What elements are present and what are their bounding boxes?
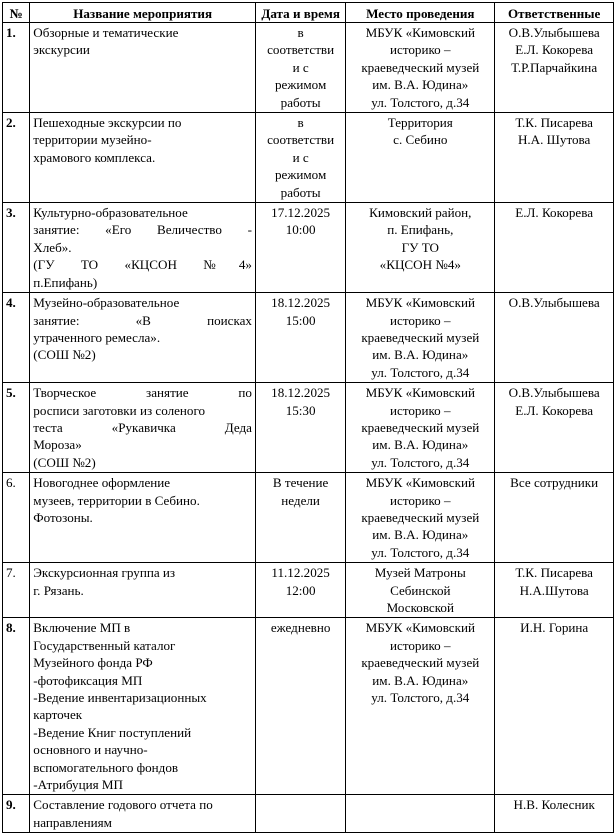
cell-line: утраченного ремесла». [33,329,161,345]
event-date [255,383,345,473]
cell-line: МБУК «Кимовский [365,385,475,401]
event-responsible [495,383,614,473]
row-number: 9. [3,795,30,833]
cell-line: Новогоднее оформление [33,475,171,491]
cell-line: Музейно-образовательное [33,295,180,311]
event-date [255,795,345,833]
cell-line: вспомогательного фондов [33,759,179,775]
cell-line: соответстви [267,42,335,58]
cell-line: (ГУ ТО «КЦСОН №4» [33,257,252,273]
cell-line: ул. Толстого, д.34 [371,364,470,380]
row-number: 7. [3,563,30,618]
event-place [346,795,495,833]
event-name [30,113,256,203]
cell-line: работы [280,94,321,110]
row-number: 3. [3,203,30,293]
row-number: 1. [3,23,30,113]
cell-line: Музей Матроны [374,565,466,581]
cell-line: направлениям [33,814,112,830]
event-name [30,203,256,293]
cell-line: им. В.А. Юдина» [372,77,469,93]
cell-line: историко – [390,492,451,508]
cell-line: краеведческий музей [361,509,480,525]
header-event-name: Название мероприятия [30,3,256,23]
row-number: 8. [3,618,30,795]
event-name [30,473,256,563]
event-place [346,203,495,293]
event-name [30,795,256,833]
table-header-row [3,3,614,23]
cell-line: территории музейно- [33,132,152,148]
cell-line: Е.Л. Кокорева [515,205,594,221]
event-place [346,563,495,618]
cell-line: занятие: «В поисках [33,312,252,328]
cell-line: Музейного фонда РФ [33,655,153,671]
cell-line: Культурно-образовательное [33,205,188,221]
cell-line: Государственный каталог [33,637,176,653]
cell-line: Н.В. Колесник [513,797,595,813]
cell-line: Творческое занятие по [33,385,252,401]
cell-line: ул. Толстого, д.34 [371,544,470,560]
table-row [3,795,614,833]
cell-line: Кимовский район, [369,205,472,221]
cell-line: Е.Л. Кокорева [515,402,594,418]
cell-line: О.В.Улыбышева [508,385,600,401]
cell-line: О.В.Улыбышева [508,25,600,40]
event-responsible [495,203,614,293]
table-row [3,473,614,563]
cell-line: теста «Рукавичка Деда [33,419,252,435]
cell-line: ГУ ТО [401,239,439,255]
header-place: Место проведения [346,3,495,23]
cell-line: МБУК «Кимовский [365,25,475,40]
cell-line: Хлеб». [33,239,72,255]
event-date [255,293,345,383]
event-place [346,113,495,203]
cell-line: Все сотрудники [510,475,599,491]
cell-line: Экскурсионная группа из [33,565,176,581]
cell-line: В течение [272,475,329,491]
event-responsible [495,618,614,795]
cell-line: Т.К. Писарева [515,565,593,581]
event-date [255,203,345,293]
row-number: 2. [3,113,30,203]
cell-line: и с [292,59,309,75]
cell-line: им. В.А. Юдина» [372,437,469,453]
cell-line: росписи заготовки из соленого [33,402,206,418]
event-responsible [495,293,614,383]
cell-line: в [297,115,304,131]
cell-line: О.В.Улыбышева [508,295,600,311]
table-row [3,113,614,203]
cell-line: Включение МП в [33,620,131,636]
table-row [3,293,614,383]
cell-line: ул. Толстого, д.34 [371,454,470,470]
cell-line: Московской [386,600,454,615]
cell-line: (СОШ №2) [33,347,96,363]
cell-line: п. Епифань, [387,222,454,238]
cell-line: МБУК «Кимовский [365,475,475,491]
header-date-time: Дата и время [255,3,345,23]
cell-line: историко – [390,42,451,58]
cell-line: Себинской [390,582,451,598]
event-place [346,293,495,383]
cell-line: и с [292,149,309,165]
cell-line: 17.12.2025 [271,205,331,221]
cell-line: Е.Л. Кокорева [515,42,594,58]
event-name [30,563,256,618]
cell-line: краеведческий музей [361,419,480,435]
cell-line: занятие: «Его Величество - [33,222,252,238]
cell-line: Фотозоны. [33,509,93,525]
table-body [3,23,614,833]
event-responsible [495,795,614,833]
event-date [255,563,345,618]
table-row [3,563,614,618]
cell-line: историко – [390,637,451,653]
event-date [255,23,345,113]
cell-line: -Ведение инвентаризационных [33,690,207,706]
cell-line: ул. Толстого, д.34 [371,94,470,110]
cell-line: Т.Р.Парчайкина [511,59,598,75]
cell-line: основного и научно- [33,742,148,758]
cell-line: МБУК «Кимовский [365,620,475,636]
cell-line: краеведческий музей [361,59,480,75]
cell-line: работы [280,184,321,200]
cell-line: им. В.А. Юдина» [372,527,469,543]
cell-line: экскурсии [33,42,90,58]
cell-line: Обзорные и тематические [33,25,179,40]
cell-line: г. Рязань. [33,582,84,598]
cell-line: 15:30 [285,402,316,418]
cell-line: 18.12.2025 [271,295,331,311]
cell-line: им. В.А. Юдина» [372,347,469,363]
table-row [3,23,614,113]
table-row [3,383,614,473]
cell-line: -Ведение Книг поступлений [33,724,192,740]
cell-line: -фотофиксация МП [33,672,143,688]
cell-line: недели [281,492,320,508]
cell-line: 10:00 [285,222,316,238]
cell-line: Территория [387,115,453,131]
table-row [3,618,614,795]
cell-line: краеведческий музей [361,329,480,345]
event-responsible [495,473,614,563]
cell-line: соответстви [267,132,335,148]
cell-line: карточек [33,707,83,723]
cell-line: с. Себино [393,132,448,148]
cell-line: МБУК «Кимовский [365,295,475,311]
cell-line: ул. Толстого, д.34 [371,690,470,706]
event-date [255,473,345,563]
row-number: 4. [3,293,30,383]
cell-line: Н.А. Шутова [517,132,591,148]
event-date [255,618,345,795]
cell-line: Т.К. Писарева [515,115,593,131]
cell-line: историко – [390,402,451,418]
cell-line: 15:00 [285,312,316,328]
event-responsible [495,563,614,618]
event-responsible [495,113,614,203]
event-date [255,113,345,203]
cell-line: ежедневно [270,620,331,636]
cell-line: Составление годового отчета по [33,797,213,813]
header-num: № [3,3,30,23]
cell-line: режимом [274,167,327,183]
cell-line: им. В.А. Юдина» [372,672,469,688]
event-place [346,383,495,473]
cell-line: Пешеходные экскурсии по [33,115,182,131]
event-place [346,23,495,113]
event-name [30,383,256,473]
row-number: 5. [3,383,30,473]
event-name [30,293,256,383]
header-responsible: Ответственные [495,3,614,23]
cell-line: краеведческий музей [361,655,480,671]
cell-line: 11.12.2025 [271,565,330,581]
table-row [3,203,614,293]
cell-line: И.Н. Горина [520,620,589,636]
cell-line: в [297,25,304,40]
event-name [30,618,256,795]
event-responsible [495,23,614,113]
cell-line: п.Епифань) [33,274,98,290]
cell-line: «КЦСОН №4» [379,257,461,273]
cell-line: -Атрибуция МП [33,777,123,793]
events-table [2,2,614,833]
cell-line: Мороза» [33,437,82,453]
event-place [346,473,495,563]
event-place [346,618,495,795]
cell-line: (СОШ №2) [33,454,96,470]
cell-line: 12:00 [285,582,316,598]
cell-line: храмового комплекса. [33,149,156,165]
event-name [30,23,256,113]
cell-line: историко – [390,312,451,328]
row-number: 6. [3,473,30,563]
cell-line: режимом [274,77,327,93]
cell-line: Н.А.Шутова [519,582,589,598]
cell-line: музеев, территории в Себино. [33,492,200,508]
cell-line: 18.12.2025 [271,385,331,401]
